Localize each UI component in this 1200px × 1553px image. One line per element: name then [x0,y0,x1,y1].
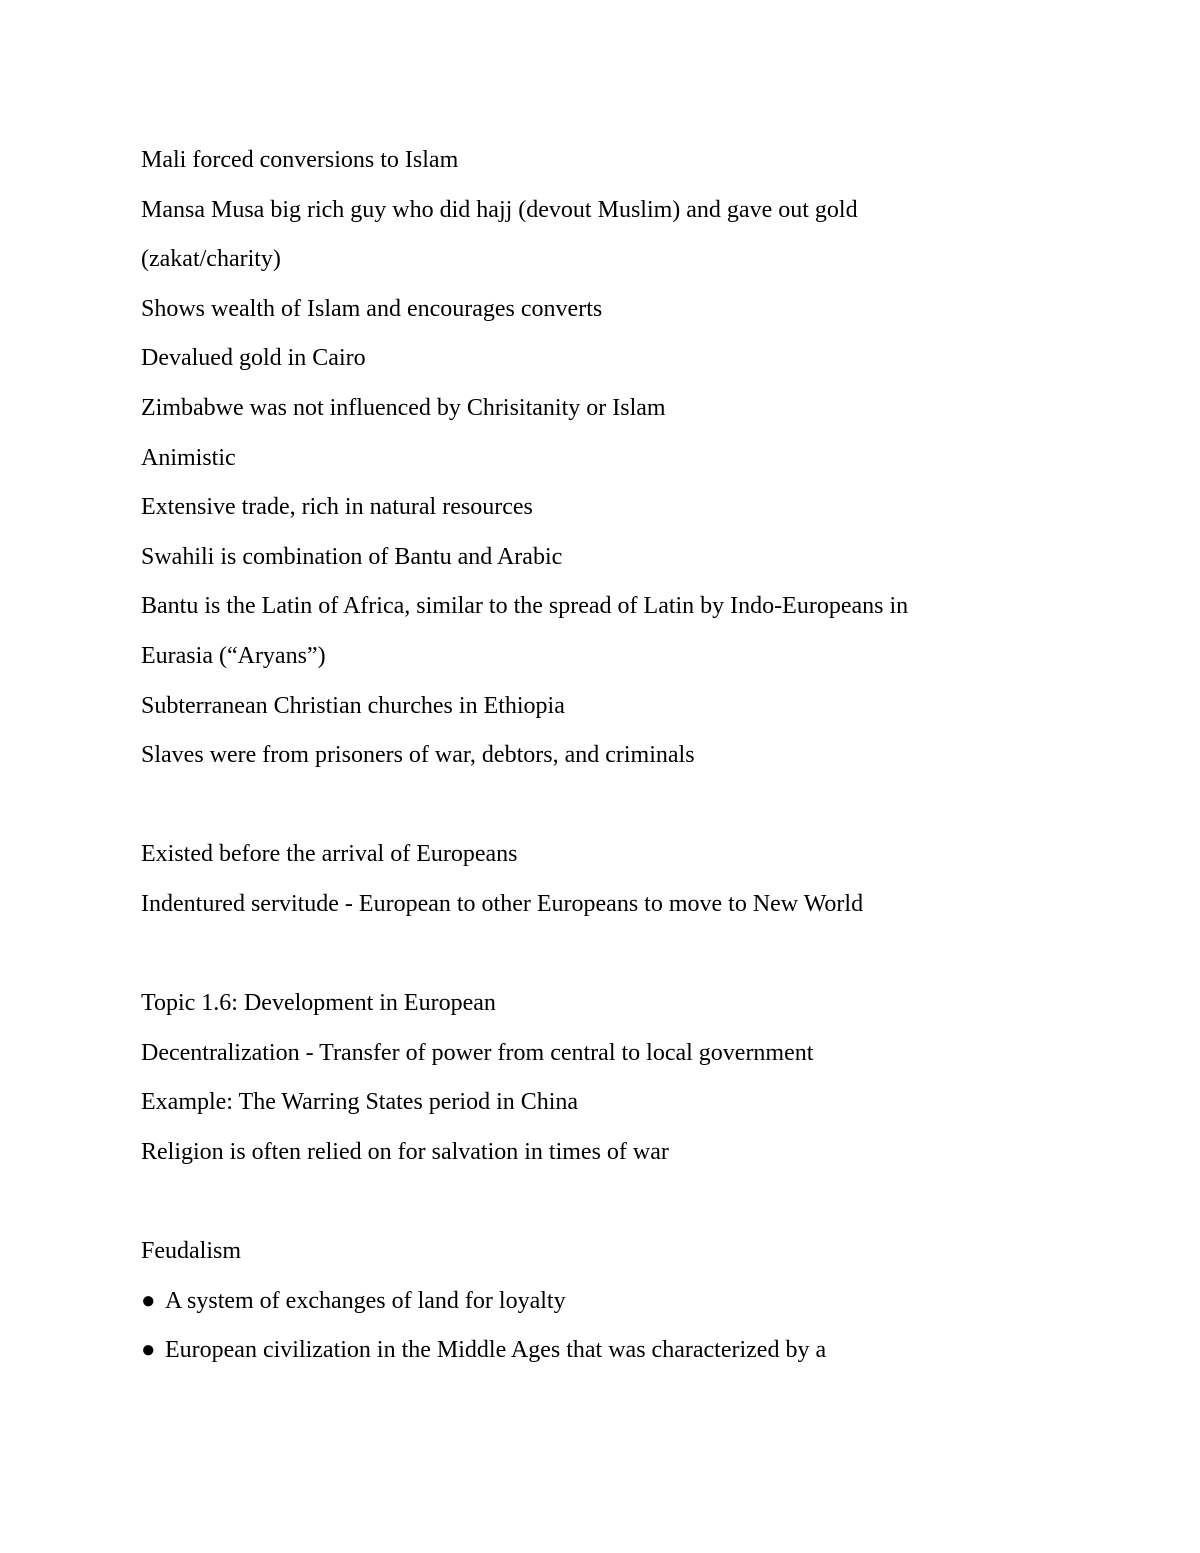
blank-line [141,781,1101,831]
text-line: Eurasia (“Aryans”) [141,642,326,669]
bullet-item [141,1326,1101,1376]
text-line: Mansa Musa big rich guy who did hajj (devout Muslim) and gave out gold [141,196,858,223]
text-line: Animistic [141,444,236,471]
text-line: Devalued gold in Cairo [141,345,366,372]
bullet-icon: ● [141,1287,156,1314]
text-line: Subterranean Christian churches in Ethiopia [141,692,565,719]
text-line: Swahili is combination of Bantu and Arabic [141,543,563,570]
text-line: Religion is often relied on for salvation in times of war [141,1138,669,1165]
text-line: Extensive trade, rich in natural resources [141,494,533,521]
blank-line [141,1177,1101,1227]
bullet-text: European civilization in the Middle Ages that was characterized by a [165,1337,827,1364]
blank-line [141,930,1101,980]
text-line: Slaves were from prisoners of war, debtors, and criminals [141,742,695,769]
bullet-text: A system of exchanges of land for loyalty [165,1287,566,1314]
text-line: Shows wealth of Islam and encourages converts [141,295,603,322]
text-line: Example: The Warring States period in China [141,1089,579,1116]
text-line: Existed before the arrival of Europeans [141,841,518,868]
text-line: Indentured servitude - European to other Europeans to move to New World [141,890,864,917]
text-line: Mali forced conversions to Islam [141,147,459,173]
text-line: (zakat/charity) [141,246,281,273]
text-line: Zimbabwe was not influenced by Chrisitanity or Islam [141,394,666,421]
text-line: Bantu is the Latin of Africa, similar to the spread of Latin by Indo-Europeans in [141,593,909,620]
section-heading: Feudalism [141,1238,241,1265]
text-line: Decentralization - Transfer of power from central to local government [141,1039,814,1066]
document-body [141,136,1101,1376]
bullet-item [141,1277,1101,1327]
section-heading: Topic 1.6: Development in European [141,990,496,1017]
bullet-icon: ● [141,1337,156,1364]
